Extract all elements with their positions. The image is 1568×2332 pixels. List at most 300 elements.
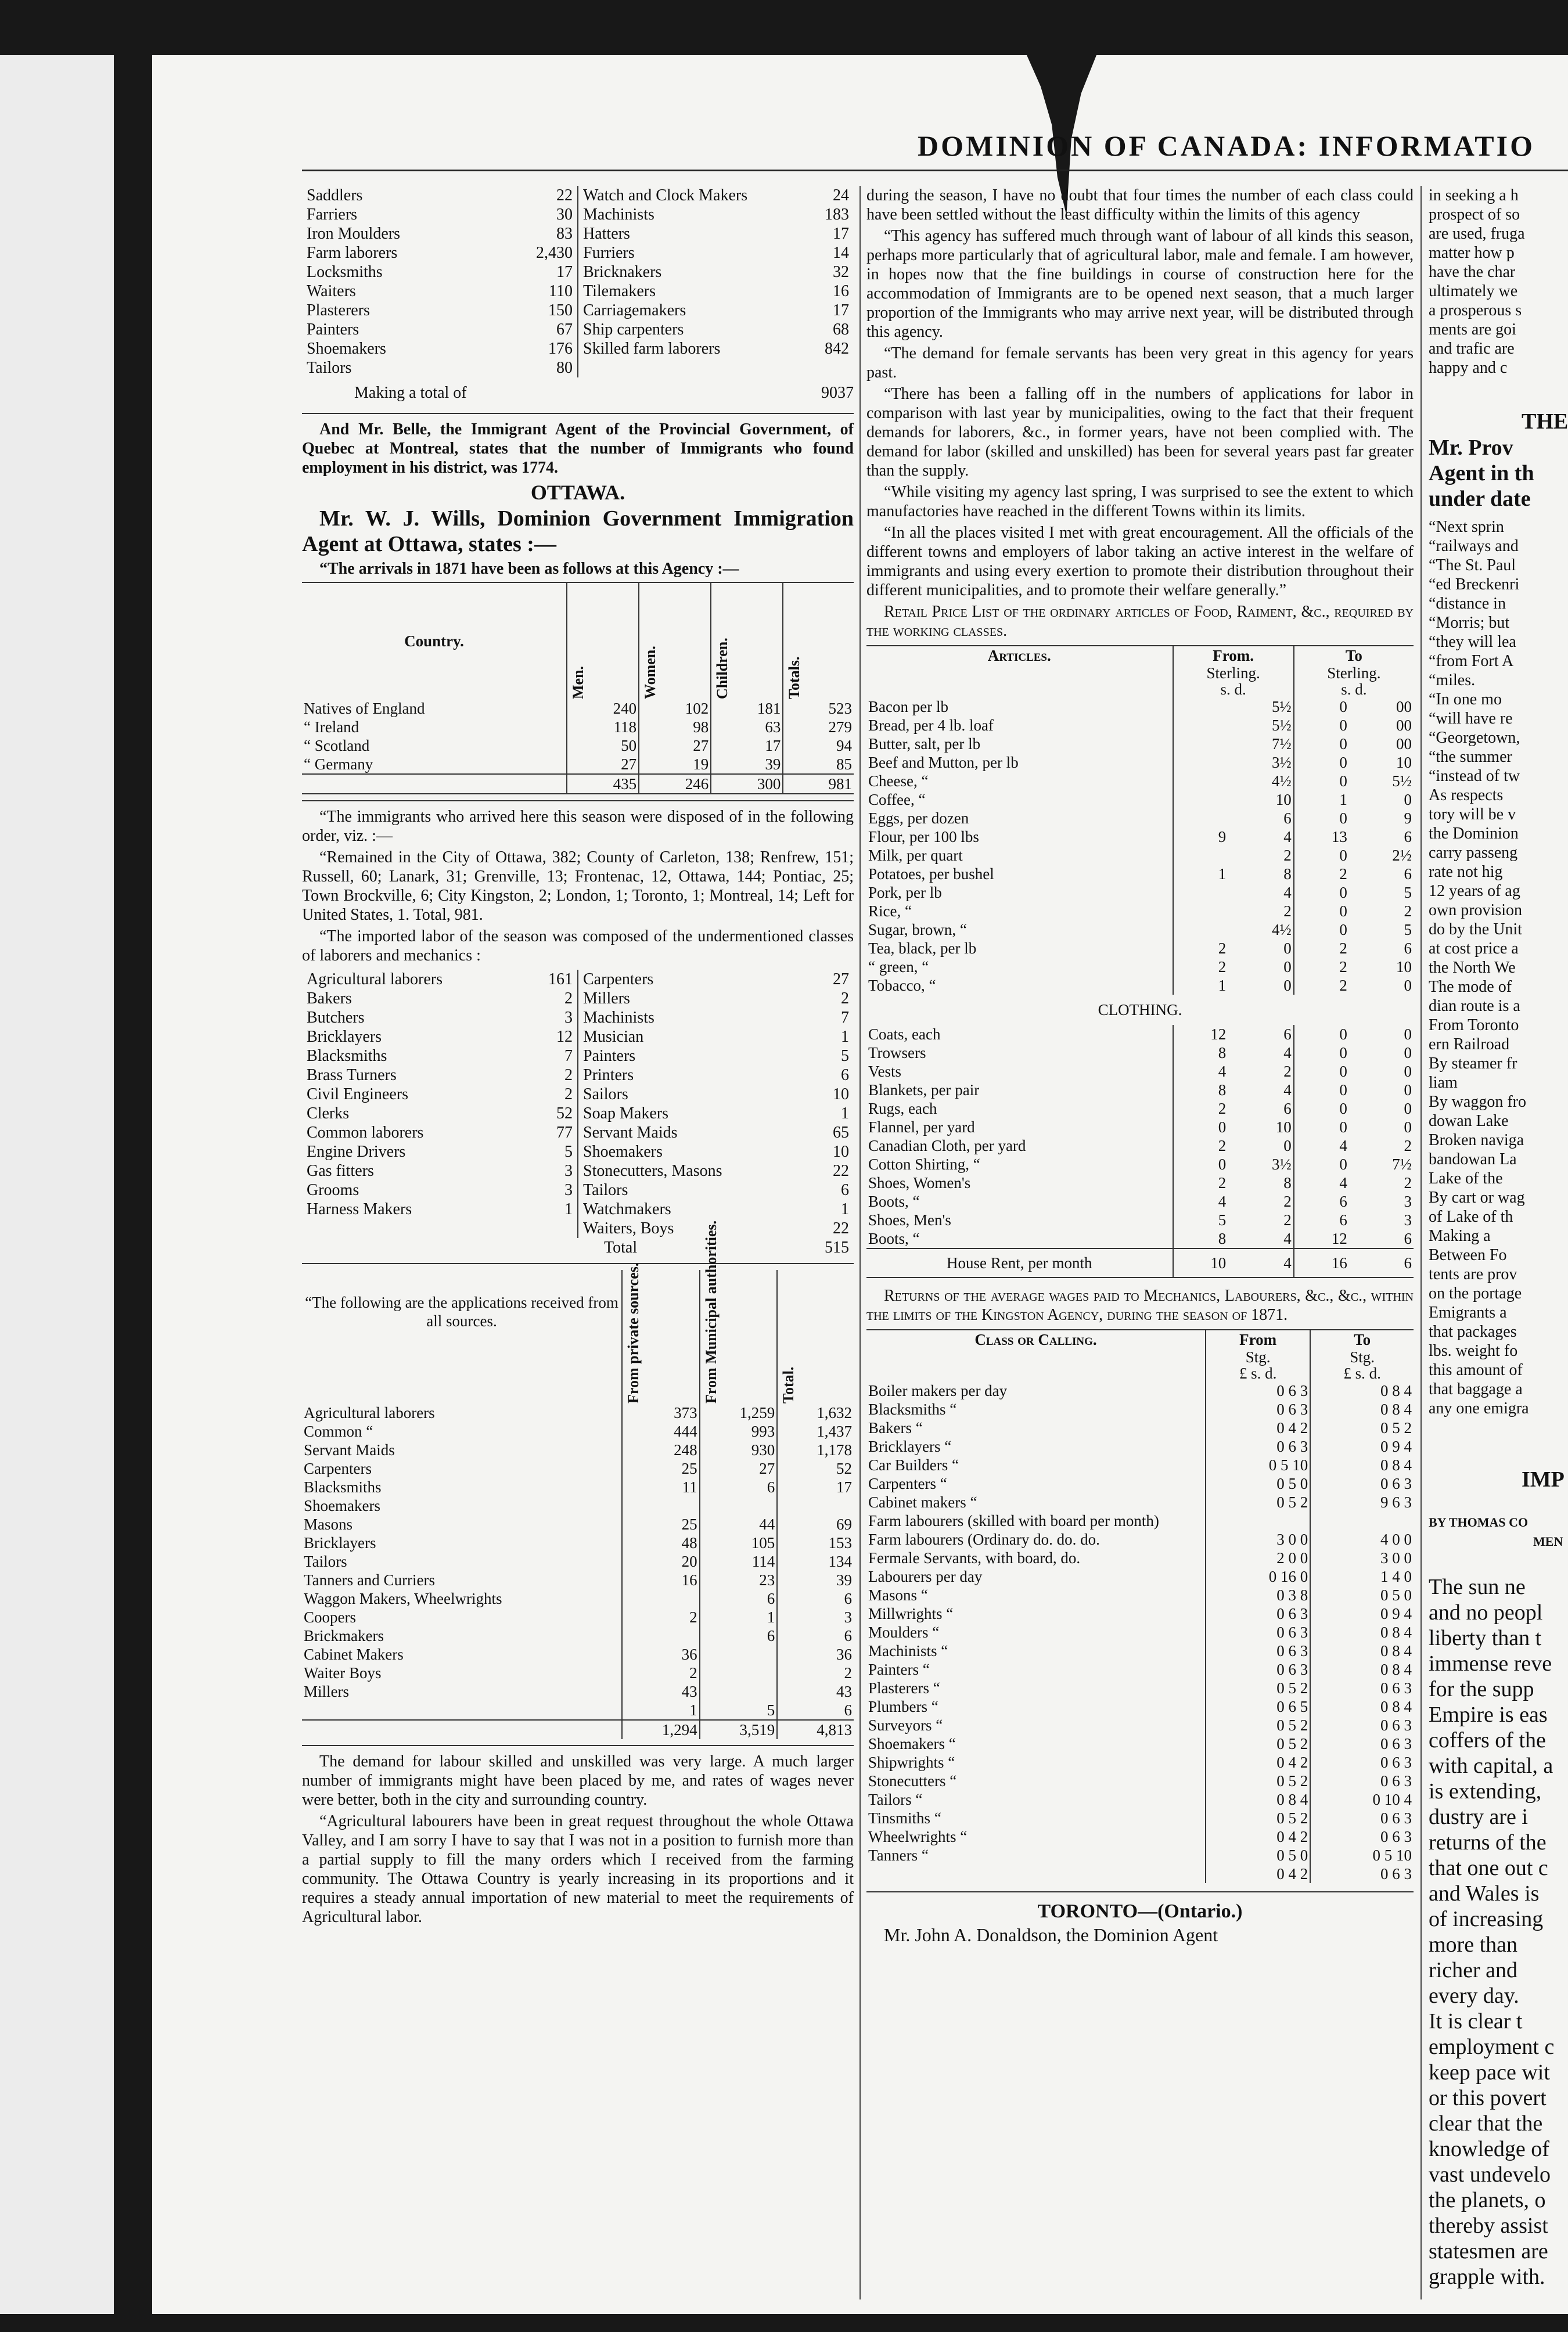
labor-row xyxy=(583,1161,849,1181)
agency-paragraph: “This agency has suffered much through want of labour of all kinds this season, perhaps more particularly that of agricultural labor, male and female. I am however, in hopes now that the fine buildings in course of construction here for the accommodation of Immigrants are to be opened next season, that a much larger proportion of the Immigrants who may arrive next year, will be distributed through this agency. xyxy=(866,227,1414,341)
application-row xyxy=(302,1534,854,1552)
text-line: knowledge of xyxy=(1429,2137,1549,2161)
imp-heading: IMP xyxy=(1522,1467,1565,1492)
totals-header: Totals. xyxy=(786,656,803,699)
wage-row xyxy=(866,1827,1414,1846)
row-label xyxy=(302,1701,622,1720)
cell-value: 98 xyxy=(639,718,711,736)
labor-row xyxy=(583,1200,849,1219)
cell-value: 246 xyxy=(639,774,711,794)
arrivals-row xyxy=(302,699,854,718)
cell-value: 0 5 0 xyxy=(1206,1474,1310,1493)
cell-value: 373 xyxy=(622,1403,700,1422)
cell-value: 6 xyxy=(1294,1211,1349,1229)
application-row xyxy=(302,1626,854,1645)
application-row xyxy=(302,1682,854,1701)
cell-value: 4 xyxy=(1283,1044,1292,1061)
cell-value: 6 xyxy=(777,1701,854,1720)
cell-value: 153 xyxy=(777,1534,854,1552)
item-value: 22 xyxy=(556,186,573,204)
item-label: Butchers xyxy=(307,1009,365,1027)
cell-value: 2 0 0 xyxy=(1206,1549,1310,1567)
row-label: “ Germany xyxy=(304,755,373,773)
cell-value: 6 xyxy=(1404,828,1412,845)
cell-value: 4 xyxy=(1283,828,1292,845)
cell-value: 2 xyxy=(1283,1211,1292,1229)
item-value: 22 xyxy=(833,1219,849,1237)
text-line: is extending, xyxy=(1429,1779,1542,1804)
cell-value: 0 6 3 xyxy=(1206,1381,1310,1400)
cell-value xyxy=(1173,697,1228,716)
cell-value: 0 xyxy=(1283,1137,1292,1154)
cell-value: 4½ xyxy=(1272,921,1292,938)
application-row xyxy=(302,1478,854,1496)
cell-value: 0 5 2 xyxy=(1206,1493,1310,1512)
row-label xyxy=(302,1720,622,1739)
text-line: statesmen are xyxy=(1429,2239,1548,2263)
text-line: Lake of the xyxy=(1429,1169,1503,1187)
text-line: Mr. Prov xyxy=(1429,436,1513,460)
cell-value: 5½ xyxy=(1272,698,1292,715)
column-3-letter-text xyxy=(1429,517,1568,1418)
cell-value: 0 5 0 xyxy=(1310,1586,1414,1604)
cell-value: 20 xyxy=(622,1552,700,1571)
item-value: 17 xyxy=(833,225,849,243)
row-label: Waggon Makers, Wheelwrights xyxy=(304,1590,502,1607)
cell-value: 6 xyxy=(777,1589,854,1608)
cell-value: 0 xyxy=(1404,1063,1412,1080)
row-label: Boiler makers per day xyxy=(868,1382,1008,1399)
price-row xyxy=(866,716,1414,735)
cell-value: 2 xyxy=(777,1664,854,1682)
labor-row xyxy=(583,970,849,989)
row-label: Stonecutters “ xyxy=(868,1772,957,1790)
application-row xyxy=(302,1664,854,1682)
cell-value: 6 xyxy=(1283,809,1292,827)
cell-value: 8 xyxy=(1283,865,1292,883)
cell-value xyxy=(622,1496,700,1515)
cell-value: 69 xyxy=(777,1515,854,1534)
cell-value: 36 xyxy=(622,1645,700,1664)
labor-list-left xyxy=(302,970,577,1238)
price-row xyxy=(866,827,1414,846)
cell-value: 9 xyxy=(1404,809,1412,827)
cell-value: 39 xyxy=(711,755,783,774)
price-row xyxy=(866,865,1414,883)
cell-value: 2 xyxy=(622,1664,700,1682)
cell-value: 2 xyxy=(1294,958,1349,976)
lsd-label: £ s. d. xyxy=(1343,1365,1381,1382)
clothing-row xyxy=(866,1062,1414,1081)
cell-value: 300 xyxy=(711,774,783,794)
row-label: Bread, per 4 lb. loaf xyxy=(868,717,994,734)
item-label: Tailors xyxy=(583,1181,628,1199)
cell-value: 0 xyxy=(1404,791,1412,808)
wills-paragraph: Mr. W. J. Wills, Dominion Government Immigration Agent at Ottawa, states :— xyxy=(302,506,854,556)
cell-value: 0 3 8 xyxy=(1206,1586,1310,1604)
cell-value: 36 xyxy=(777,1645,854,1664)
labor-row xyxy=(583,1181,849,1200)
cell-value: 8 xyxy=(1173,1081,1228,1099)
cell-value: 3½ xyxy=(1272,1156,1292,1173)
arrivals-row xyxy=(302,736,854,755)
text-line: rate not hig xyxy=(1429,863,1503,881)
cell-value: 240 xyxy=(567,699,639,718)
item-label: Waiters, Boys xyxy=(583,1219,674,1237)
cell-value: 0 xyxy=(1294,1043,1349,1062)
children-header: Children. xyxy=(714,638,731,699)
cell-value: 9 6 3 xyxy=(1310,1493,1414,1512)
country-header: Country. xyxy=(404,632,464,650)
item-value: 842 xyxy=(825,340,849,358)
cell-value: 6 xyxy=(777,1626,854,1645)
row-label: Tailors xyxy=(304,1553,347,1570)
cell-value: 2 xyxy=(1283,847,1292,864)
cell-value: 0 6 3 xyxy=(1206,1604,1310,1623)
cell-value: 1 xyxy=(700,1608,778,1626)
row-label: Brickmakers xyxy=(304,1627,384,1644)
arrivals-row xyxy=(302,755,854,774)
wage-row xyxy=(866,1604,1414,1623)
left-page-edge xyxy=(0,55,114,2314)
item-label: Common laborers xyxy=(307,1124,424,1142)
trades-list-left xyxy=(302,186,577,377)
cell-value: 39 xyxy=(777,1571,854,1589)
text-line: that packages xyxy=(1429,1323,1517,1341)
cell-value: 0 6 3 xyxy=(1310,1474,1414,1493)
row-label: Carpenters “ xyxy=(868,1475,947,1492)
item-value: 110 xyxy=(549,282,573,300)
cell-value: 0 6 3 xyxy=(1206,1400,1310,1419)
row-label: Agricultural laborers xyxy=(304,1404,435,1421)
cell-value: 10 xyxy=(1396,754,1412,771)
clothing-row xyxy=(866,1043,1414,1062)
cell-value: 3 0 0 xyxy=(1206,1530,1310,1549)
cell-value: 52 xyxy=(777,1459,854,1478)
text-line: 12 years of ag xyxy=(1429,882,1520,900)
item-value: 2,430 xyxy=(536,244,573,262)
cell-value: 0 4 2 xyxy=(1206,1865,1310,1883)
cell-value: 1,294 xyxy=(622,1720,700,1739)
cell-value: 3 xyxy=(1404,1193,1412,1210)
row-label: Labourers per day xyxy=(868,1568,983,1585)
row-label: Rugs, each xyxy=(868,1100,937,1117)
total-header: Total. xyxy=(780,1366,797,1403)
cell-value: 4 xyxy=(1283,1081,1292,1099)
cell-value: 6 xyxy=(700,1589,778,1608)
cell-value: 981 xyxy=(783,774,854,794)
cell-value: 0 5 10 xyxy=(1206,1456,1310,1474)
cell-value: 0 5 2 xyxy=(1206,1772,1310,1790)
cell-value xyxy=(1173,920,1228,939)
cell-value: 1 xyxy=(1173,976,1228,995)
item-value: 10 xyxy=(833,1143,849,1161)
row-label: Eggs, per dozen xyxy=(868,809,969,827)
row-label: Rice, “ xyxy=(868,902,912,920)
total-line: Making a total of 9037 xyxy=(354,384,854,402)
row-label: Surveyors “ xyxy=(868,1716,943,1734)
item-value: 10 xyxy=(833,1085,849,1103)
row-label: Cabinet Makers xyxy=(304,1646,404,1663)
cell-value: 4 xyxy=(1294,1136,1349,1155)
row-label: Painters “ xyxy=(868,1661,930,1678)
text-line: employment c xyxy=(1429,2035,1555,2059)
cell-value: 0 xyxy=(1294,697,1349,716)
item-label: Bricklayers xyxy=(307,1028,382,1046)
cell-value: 48 xyxy=(622,1534,700,1552)
text-line: “Georgetown, xyxy=(1429,729,1520,747)
row-label: Bacon per lb xyxy=(868,698,948,715)
text-line: in seeking a h xyxy=(1429,186,1519,204)
divider xyxy=(302,413,854,414)
application-row xyxy=(302,1459,854,1478)
labor-row xyxy=(307,1161,573,1181)
row-label: Common “ xyxy=(304,1423,373,1440)
text-line: under date xyxy=(1429,487,1531,511)
cell-value: 3 xyxy=(1404,1211,1412,1229)
cell-value: 00 xyxy=(1396,698,1412,715)
cell-value: 0 xyxy=(1294,1081,1349,1099)
wage-row xyxy=(866,1809,1414,1827)
cell-value xyxy=(1173,790,1228,809)
text-line: clear that the xyxy=(1429,2111,1543,2136)
row-label: Coats, each xyxy=(868,1025,941,1043)
text-line: The sun ne xyxy=(1429,1575,1526,1599)
text-line: “instead of tw xyxy=(1429,767,1520,785)
cell-value: 0 xyxy=(1173,1155,1228,1174)
text-line: “railways and xyxy=(1429,537,1519,555)
cell-value: 4 xyxy=(1294,1174,1349,1192)
cell-value: 0 8 4 xyxy=(1310,1381,1414,1400)
column-3 xyxy=(1429,186,1568,2290)
cell-value: 6 xyxy=(1294,1192,1349,1211)
item-label: Painters xyxy=(583,1047,636,1065)
to-header: To xyxy=(1294,646,1414,665)
cell-value: 6 xyxy=(700,1626,778,1645)
text-line: By steamer fr xyxy=(1429,1055,1517,1073)
text-line: and Wales is xyxy=(1429,1881,1540,1906)
season-paragraph: during the season, I have no doubt that four times the number of each class could have been settled without the least difficulty within the limits of this agency xyxy=(866,186,1414,224)
application-row xyxy=(302,1571,854,1589)
row-label: Coffee, “ xyxy=(868,791,926,808)
cell-value: 3,519 xyxy=(700,1720,778,1739)
cell-value: 2 xyxy=(1283,902,1292,920)
cell-value: 1,632 xyxy=(777,1403,854,1422)
text-line: a prosperous s xyxy=(1429,301,1522,319)
wage-row xyxy=(866,1772,1414,1790)
byline: BY THOMAS CO xyxy=(1429,1515,1529,1530)
item-value: 30 xyxy=(556,206,573,224)
cell-value: 2 xyxy=(1173,1174,1228,1192)
price-row xyxy=(866,772,1414,790)
item-label: Watchmakers xyxy=(583,1200,671,1218)
application-row xyxy=(302,1552,854,1571)
clothing-heading: CLOTHING. xyxy=(1098,1001,1182,1019)
text-line: “miles. xyxy=(1429,671,1476,689)
cell-value: 0 xyxy=(1404,977,1412,994)
cell-value: 0 xyxy=(1404,1100,1412,1117)
wage-row xyxy=(866,1512,1414,1530)
item-value: 2 xyxy=(564,989,573,1007)
cell-value: 0 6 3 xyxy=(1310,1809,1414,1827)
row-label: Masons “ xyxy=(868,1586,928,1604)
cell-value: 4 xyxy=(1173,1062,1228,1081)
municipal-header: From Municipal authorities. xyxy=(702,1220,720,1403)
wage-row xyxy=(866,1697,1414,1716)
trade-row xyxy=(583,186,849,205)
text-line: with capital, a xyxy=(1429,1754,1553,1778)
wage-row xyxy=(866,1400,1414,1419)
cell-value: 10 xyxy=(1275,791,1292,808)
trade-row xyxy=(307,358,573,377)
ottawa-heading: OTTAWA. xyxy=(530,481,625,504)
cell-value: 2 xyxy=(1283,1193,1292,1210)
item-value: 1 xyxy=(841,1200,849,1218)
item-label: Ship carpenters xyxy=(583,321,684,339)
arrivals-paragraph: “The arrivals in 1871 have been as follows at this Agency :— xyxy=(319,560,739,578)
cell-value: 27 xyxy=(639,736,711,755)
cell-value: 6 xyxy=(1404,865,1412,883)
item-label: Painters xyxy=(307,321,359,339)
application-row xyxy=(302,1496,854,1515)
labor-row xyxy=(583,1008,849,1027)
trade-row xyxy=(307,224,573,243)
stg-label: Stg. xyxy=(1245,1348,1271,1366)
text-line: richer and xyxy=(1429,1958,1517,1982)
text-line: “In one mo xyxy=(1429,690,1502,708)
application-row xyxy=(302,1645,854,1664)
item-label: Engine Drivers xyxy=(307,1143,406,1161)
item-value: 67 xyxy=(556,321,573,339)
wage-row xyxy=(866,1381,1414,1400)
application-row xyxy=(302,1403,854,1422)
cell-value: 0 xyxy=(1283,958,1292,976)
wage-row xyxy=(866,1846,1414,1865)
text-line: at cost price a xyxy=(1429,940,1519,958)
cell-value: 0 6 3 xyxy=(1310,1734,1414,1753)
clothing-row xyxy=(866,1136,1414,1155)
price-row xyxy=(866,697,1414,716)
labor-row xyxy=(307,1181,573,1200)
cell-value: 5 xyxy=(1404,884,1412,901)
cell-value: 0 xyxy=(1283,977,1292,994)
row-label: Potatoes, per bushel xyxy=(868,865,994,883)
stg-label: Stg. xyxy=(1350,1348,1375,1366)
arrivals-table xyxy=(302,582,854,794)
text-line: “the summer xyxy=(1429,748,1512,766)
text-line: happy and c xyxy=(1429,359,1508,377)
cell-value: 13 xyxy=(1294,827,1349,846)
private-header: From private sources. xyxy=(625,1262,642,1403)
cell-value: 0 6 3 xyxy=(1310,1827,1414,1846)
cell-value: 2 xyxy=(1283,1063,1292,1080)
articles-header: Articles. xyxy=(987,647,1051,664)
item-value: 65 xyxy=(833,1124,849,1142)
text-line: By cart or wag xyxy=(1429,1189,1525,1207)
item-value: 6 xyxy=(841,1066,849,1084)
cell-value: 4,813 xyxy=(777,1720,854,1739)
price-row xyxy=(866,920,1414,939)
sterling-label: Sterling. xyxy=(1206,664,1260,682)
wage-row xyxy=(866,1549,1414,1567)
text-line: Broken naviga xyxy=(1429,1131,1524,1149)
cell-value: 0 xyxy=(1294,1118,1349,1136)
cell-value: 4 0 0 xyxy=(1310,1530,1414,1549)
labor-row xyxy=(307,1142,573,1161)
cell-value: 0 9 4 xyxy=(1310,1437,1414,1456)
text-line: are used, fruga xyxy=(1429,225,1525,243)
row-label: Tanners and Curriers xyxy=(304,1571,436,1589)
item-value: 24 xyxy=(833,186,849,204)
item-label: Hatters xyxy=(583,225,630,243)
row-label: Natives of England xyxy=(304,700,425,717)
row-label: Car Builders “ xyxy=(868,1456,959,1474)
divider xyxy=(302,1263,854,1264)
text-line: returns of the xyxy=(1429,1830,1547,1855)
item-label: Blacksmiths xyxy=(307,1047,387,1065)
item-value: 1 xyxy=(564,1200,573,1218)
cell-value: 1,437 xyxy=(777,1422,854,1441)
row-label: Tailors “ xyxy=(868,1791,923,1808)
labor-row xyxy=(583,1123,849,1142)
cell-value: 0 xyxy=(1294,772,1349,790)
item-label: Stonecutters, Masons xyxy=(583,1162,722,1180)
byline-2: MEN xyxy=(1533,1534,1563,1549)
sterling-label: Sterling. xyxy=(1327,664,1381,682)
text-line: “distance in xyxy=(1429,595,1506,613)
cell-value: 85 xyxy=(783,755,854,774)
row-label: Shipwrights “ xyxy=(868,1754,955,1771)
text-line: ultimately we xyxy=(1429,282,1518,300)
cell-value: 0 xyxy=(1404,1081,1412,1099)
cell-value: 0 xyxy=(1294,1025,1349,1043)
imported-paragraph: “The imported labor of the season was composed of the undermentioned classes of laborers and mechanics : xyxy=(302,927,854,965)
labor-row xyxy=(307,970,573,989)
item-label: Carriagemakers xyxy=(583,301,686,319)
row-label: Bricklayers xyxy=(304,1534,376,1552)
returns-title: Returns of the average wages paid to Mechanics, Labourers, &c., &c., within the limits of the Kingston Agency, during the season of 1871. xyxy=(866,1287,1414,1324)
cell-value: 1 xyxy=(1173,865,1228,883)
trade-row xyxy=(583,282,849,301)
labor-row xyxy=(583,1066,849,1085)
text-line: the North We xyxy=(1429,959,1516,977)
cell-value: 0 xyxy=(1294,920,1349,939)
cell-value: 2 xyxy=(1173,1099,1228,1118)
arrivals-totals-row xyxy=(302,774,854,794)
cell-value xyxy=(1206,1512,1310,1530)
labor-row xyxy=(583,989,849,1008)
row-label: Fermale Servants, with board, do. xyxy=(868,1549,1081,1567)
item-value: 3 xyxy=(564,1009,573,1027)
column-3-agent-text xyxy=(1429,435,1568,512)
cell-value: 0 5 2 xyxy=(1206,1809,1310,1827)
cell-value xyxy=(777,1496,854,1515)
item-label: Shoemakers xyxy=(583,1143,663,1161)
row-label: Blacksmiths xyxy=(304,1478,382,1496)
text-line: “from Fort A xyxy=(1429,652,1514,670)
toronto-heading: TORONTO—(Ontario.) xyxy=(1037,1901,1243,1922)
labor-row xyxy=(583,1085,849,1104)
arrivals-row xyxy=(302,718,854,736)
remained-paragraph: “Remained in the City of Ottawa, 382; County of Carleton, 138; Renfrew, 151; Russell, 60; Lanark, 31; Grenville, 13; Frontenac, 12, Ottawa, 144; Pontiac, 25; Town Brockville, 6; City Kingston, 2; London, 1; Toronto, 1; Montreal, 14; Left for United States, 1. Total, 981. xyxy=(302,848,854,924)
cell-value: 6 xyxy=(1404,940,1412,957)
cell-value: 0 6 3 xyxy=(1310,1772,1414,1790)
trades-list xyxy=(302,186,854,377)
row-label: Plumbers “ xyxy=(868,1698,938,1715)
text-line: ments are goi xyxy=(1429,321,1516,339)
cell-value: 10 xyxy=(1275,1118,1292,1136)
text-line: “Next sprin xyxy=(1429,518,1504,536)
